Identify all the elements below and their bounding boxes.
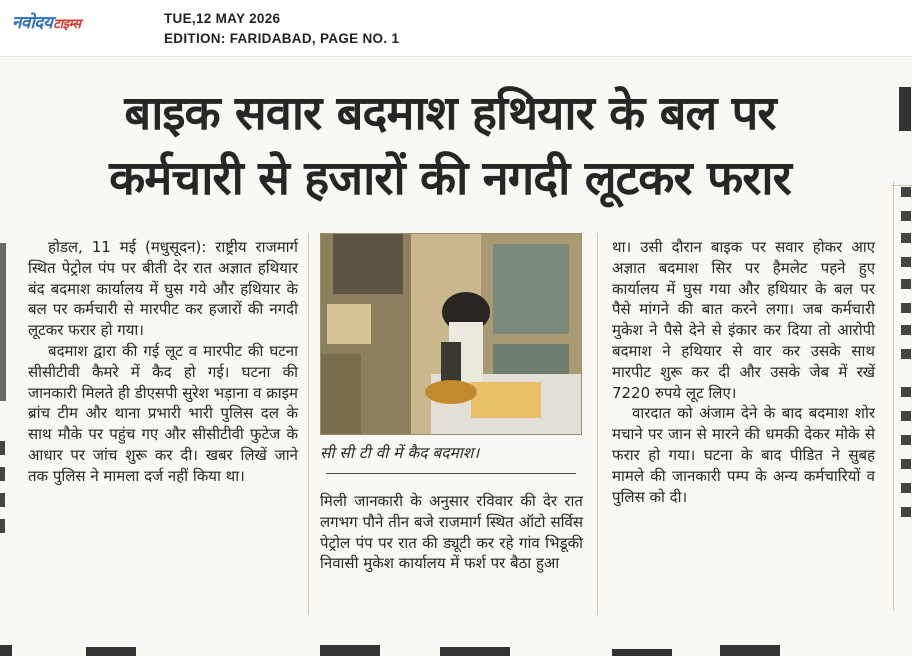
cctv-photo[interactable] [320, 233, 582, 435]
cctv-image [321, 234, 581, 434]
column-divider [308, 233, 309, 615]
column-divider [597, 233, 598, 615]
epaper-header [0, 0, 912, 57]
caption-divider [326, 473, 576, 474]
edition-label: EDITION: FARIDABAD, PAGE NO. 1 [164, 31, 400, 46]
article-column-1 [28, 237, 298, 487]
body-paragraph: होडल, 11 मई (मधुसूदन): राष्ट्रीय राजमार्ग स्थित पेट्रोल पंप पर बीती देर रात अज्ञात हथियार बंद बदमाश कार्यालय में घुस गये और हथियार के बल पर कर्मचारी से मारपीट कर हजारों की नगदी लूटकर फरार हो गया। [28, 238, 298, 340]
article-column-3 [612, 237, 875, 507]
article-column-2 [320, 491, 583, 574]
photo-caption: सी सी टी वी में कैद बदमाश। [320, 444, 480, 462]
left-neighbour-photo [0, 243, 6, 401]
article-headline [0, 81, 900, 211]
right-neighbour-article [887, 57, 912, 656]
body-paragraph: बदमाश द्वारा की गई लूट व मारपीट की घटना सीसीटीवी कैमरे में कैद हो गई। घटना की जानकारी मिलते ही डीएसपी सुरेश भड़ाना व क्राइम ब्रांच टीम और थाना प्रभारी भारी पुलिस दल के साथ मौके पर पहुंच गए और सीसीटीवी फुटेज के आधार पर जांच शुरू कर दी। खबर लिखें जाने तक पुलिस ने मामला दर्ज नहीं किया था। [28, 341, 298, 485]
body-paragraph: मिली जानकारी के अनुसार रविवार की देर रात लगभग पौने तीन बजे राजमार्ग स्थित ऑटो सर्विस पेट्रोल पंप पर रात की ड्यूटी कर रहे गांव भिडूकी निवासी मुकेश कार्यालय में फर्श पर बैठा हुआ [320, 492, 583, 573]
headline-line-1: बाइक सवार बदमाश हथियार के बल पर [124, 86, 776, 141]
left-neighbour-text [0, 435, 8, 575]
edition-info [164, 9, 399, 49]
body-paragraph: वारदात को अंजाम देने के बाद बदमाश शोर मचाने पर जान से मारने की धमकी देकर मोके से फरार हो गया। घटना के बाद पीडित ने सुबह मामले की जानकारी पम्प के अन्य कर्मचारियों व पुलिस को दी। [612, 404, 875, 506]
headline-line-2: कर्मचारी से हजारों की नगदी लूटकर फरार [109, 151, 791, 206]
issue-date: TUE,12 MAY 2026 [164, 11, 281, 26]
next-article-headline-fragment [0, 645, 912, 656]
logo-sub-text: टाइम्स [53, 17, 81, 32]
newspaper-page [0, 57, 912, 656]
body-paragraph: था। उसी दौरान बाइक पर सवार होकर आए अज्ञात बदमाश सिर पर हैमलेट पहने हुए कार्यालय में घुस गया और हथियार के बल पर पैसे मांगने की बात करने लगा। जब कर्मचारी मुकेश ने पैसे देने से इंकार कर दिया तो आरोपी बदमाश ने हथियार से वार कर उसके साथ मारपीट शुरू कर दी और उसके जेब में रखें 7220 रुपये लूट लिए। [612, 238, 875, 402]
logo-main-text: नवोदय [12, 13, 53, 33]
newspaper-logo[interactable] [12, 10, 81, 33]
